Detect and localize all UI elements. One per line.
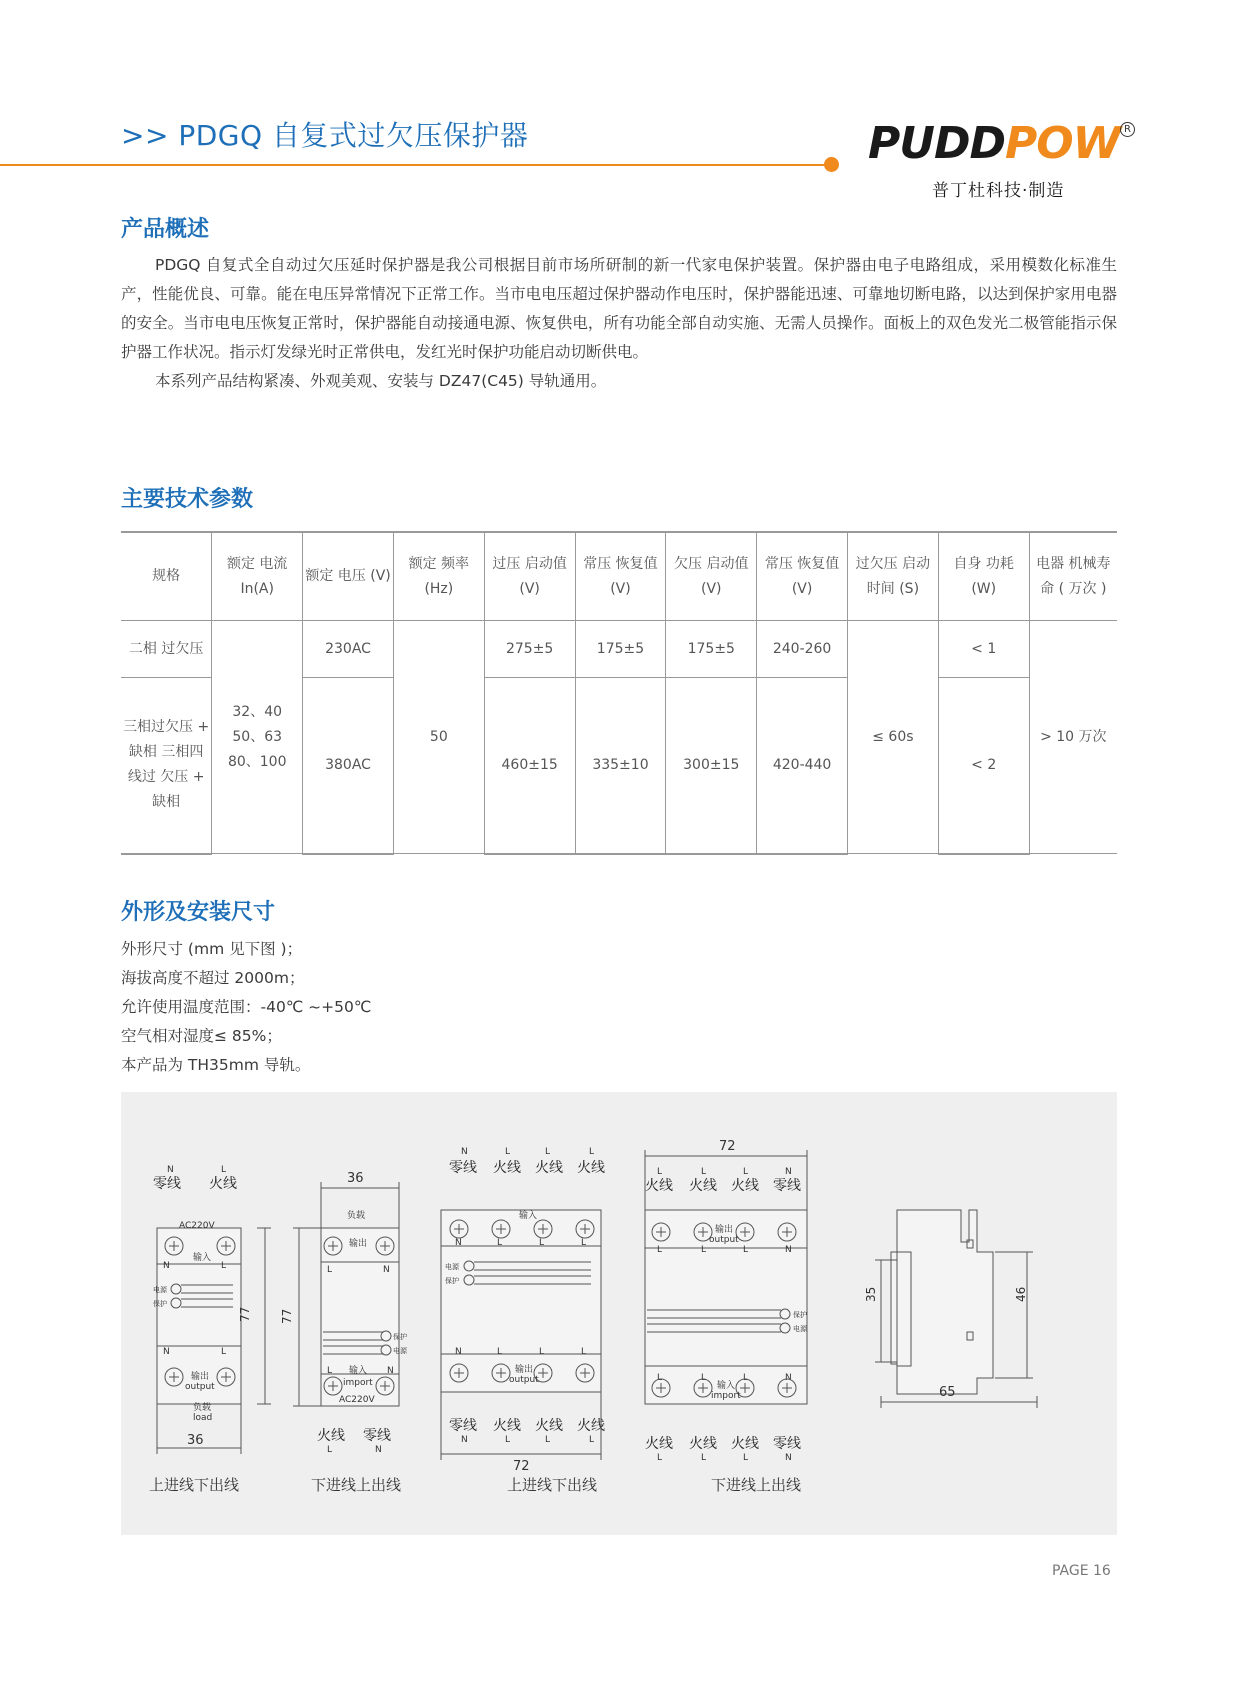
- spec-cell-frequency: 50: [393, 621, 484, 854]
- svg-text:N: N: [785, 1373, 792, 1383]
- svg-text:36: 36: [347, 1171, 364, 1186]
- spec-header-cell: 额定 频率 (Hz): [393, 532, 484, 621]
- svg-text:输出: 输出: [715, 1225, 734, 1235]
- diagram-1: [149, 1165, 271, 1494]
- svg-text:L: L: [657, 1453, 663, 1463]
- svg-text:import: import: [711, 1391, 741, 1401]
- svg-text:N: N: [785, 1245, 792, 1255]
- spec-header-cell: 额定 电压 (V): [303, 532, 394, 621]
- specs-heading: 主要技术参数: [121, 487, 254, 512]
- brand-logo-part-a: PUDD: [868, 118, 1006, 169]
- spec-header-cell: 自身 功耗 (W): [938, 532, 1029, 621]
- svg-text:AC220V: AC220V: [179, 1221, 215, 1231]
- svg-text:保护: 保护: [153, 1300, 167, 1308]
- spec-cell: 175±5: [575, 621, 666, 678]
- svg-text:L: L: [327, 1366, 333, 1376]
- brand-logo-part-b: POW: [1005, 118, 1121, 169]
- svg-text:火线: 火线: [731, 1436, 759, 1452]
- svg-text:import: import: [343, 1378, 373, 1388]
- diagram-2: [280, 1171, 408, 1494]
- svg-text:N: N: [383, 1265, 390, 1275]
- svg-text:火线: 火线: [577, 1160, 605, 1176]
- dimension-diagram-panel: [121, 1092, 1117, 1535]
- svg-text:输入: 输入: [519, 1211, 538, 1221]
- svg-text:火线: 火线: [689, 1178, 717, 1194]
- spec-cell: 335±10: [575, 678, 666, 854]
- svg-text:零线: 零线: [153, 1176, 181, 1192]
- page-number: PAGE 16: [1052, 1563, 1111, 1579]
- spec-header-cell: 欠压 启动值 (V): [666, 532, 757, 621]
- svg-text:火线: 火线: [535, 1160, 563, 1176]
- svg-text:L: L: [701, 1167, 707, 1177]
- svg-text:输入: 输入: [717, 1381, 736, 1391]
- svg-text:保护: 保护: [445, 1277, 459, 1285]
- caption-1: 上进线下出线: [149, 1476, 240, 1494]
- svg-text:输出: 输出: [515, 1365, 534, 1375]
- dimension-line: 外形尺寸 (mm 见下图 )；: [121, 940, 303, 958]
- registered-mark-icon: R: [1120, 122, 1135, 137]
- svg-text:N: N: [455, 1238, 462, 1248]
- spec-cell: 275±5: [484, 621, 575, 678]
- svg-text:L: L: [221, 1165, 227, 1175]
- svg-text:N: N: [375, 1445, 382, 1455]
- svg-text:火线: 火线: [689, 1436, 717, 1452]
- svg-text:36: 36: [187, 1433, 204, 1448]
- spec-cell: 三相过欠压 + 缺相 三相四线过 欠压 + 缺相: [121, 678, 212, 854]
- diagram-side-view: [864, 1210, 1037, 1408]
- svg-text:L: L: [581, 1238, 587, 1248]
- overview-paragraph-2: 本系列产品结构紧凑、外观美观、安装与 DZ47(C45) 导轨通用。: [155, 372, 607, 390]
- svg-text:46: 46: [1014, 1286, 1028, 1302]
- svg-text:火线: 火线: [209, 1176, 237, 1192]
- svg-text:AC220V: AC220V: [339, 1395, 375, 1405]
- dimension-line: 本产品为 TH35mm 导轨。: [121, 1056, 311, 1074]
- caption-3: 上进线下出线: [507, 1476, 598, 1494]
- spec-cell: 175±5: [666, 621, 757, 678]
- svg-text:N: N: [785, 1453, 792, 1463]
- svg-text:N: N: [163, 1261, 170, 1271]
- svg-text:电源: 电源: [793, 1325, 807, 1333]
- spec-cell: 380AC: [303, 678, 394, 854]
- svg-text:火线: 火线: [493, 1160, 521, 1176]
- spec-cell: 二相 过欠压: [121, 621, 212, 678]
- svg-text:火线: 火线: [317, 1428, 345, 1444]
- svg-text:L: L: [545, 1435, 551, 1445]
- svg-text:L: L: [505, 1435, 511, 1445]
- svg-text:N: N: [163, 1347, 170, 1357]
- diagram-4: [645, 1139, 808, 1494]
- svg-text:火线: 火线: [577, 1418, 605, 1434]
- svg-text:35: 35: [864, 1286, 878, 1302]
- header-rule-dot: [824, 157, 839, 172]
- spec-cell: < 2: [938, 678, 1029, 854]
- svg-text:N: N: [461, 1147, 468, 1157]
- dimensions-list: [121, 935, 371, 1080]
- svg-text:输入: 输入: [349, 1366, 368, 1376]
- svg-text:L: L: [701, 1373, 707, 1383]
- svg-text:N: N: [167, 1165, 174, 1175]
- svg-text:L: L: [505, 1147, 511, 1157]
- brand-tagline: 普丁杜科技·制造: [932, 181, 1065, 201]
- svg-text:输入: 输入: [193, 1253, 212, 1263]
- svg-text:N: N: [455, 1347, 462, 1357]
- svg-text:火线: 火线: [645, 1436, 673, 1452]
- page-title: >> PDGQ 自复式过欠压保护器: [121, 119, 529, 152]
- dimensions-heading: 外形及安装尺寸: [121, 900, 276, 925]
- svg-text:负载: 负载: [193, 1403, 212, 1413]
- svg-text:N: N: [785, 1167, 792, 1177]
- svg-text:L: L: [589, 1435, 595, 1445]
- svg-text:火线: 火线: [493, 1418, 521, 1434]
- svg-text:output: output: [185, 1382, 215, 1392]
- svg-text:L: L: [497, 1347, 503, 1357]
- svg-text:L: L: [221, 1261, 227, 1271]
- svg-text:L: L: [657, 1245, 663, 1255]
- spec-cell: 230AC: [303, 621, 394, 678]
- svg-text:电源: 电源: [153, 1286, 167, 1294]
- spec-cell-current: 32、40 50、63 80、100: [212, 621, 303, 854]
- svg-text:零线: 零线: [773, 1178, 801, 1194]
- svg-text:L: L: [701, 1245, 707, 1255]
- spec-header-cell: 过欠压 启动 时间 (S): [848, 532, 939, 621]
- svg-text:零线: 零线: [449, 1160, 477, 1176]
- svg-text:负载: 负载: [347, 1211, 366, 1221]
- spec-cell: 240-260: [757, 621, 848, 678]
- svg-text:L: L: [701, 1453, 707, 1463]
- svg-text:保护: 保护: [393, 1333, 407, 1341]
- svg-text:零线: 零线: [449, 1418, 477, 1434]
- svg-text:电源: 电源: [445, 1263, 459, 1271]
- svg-text:零线: 零线: [773, 1436, 801, 1452]
- spec-header-cell: 常压 恢复值 (V): [757, 532, 848, 621]
- wiring-diagrams: [121, 1092, 1117, 1535]
- svg-text:65: 65: [939, 1385, 956, 1400]
- svg-text:N: N: [461, 1435, 468, 1445]
- svg-text:L: L: [539, 1238, 545, 1248]
- caption-2: 下进线上出线: [311, 1476, 402, 1494]
- table-row: [121, 621, 1117, 678]
- dimension-line: 海拔高度不超过 2000m；: [121, 969, 305, 987]
- svg-text:77: 77: [280, 1308, 294, 1324]
- svg-text:保护: 保护: [793, 1311, 807, 1319]
- header-rule: [0, 164, 830, 166]
- caption-4: 下进线上出线: [711, 1476, 802, 1494]
- svg-text:L: L: [657, 1167, 663, 1177]
- svg-text:L: L: [743, 1245, 749, 1255]
- dimension-line: 空气相对湿度≤ 85%；: [121, 1027, 282, 1045]
- svg-text:火线: 火线: [645, 1178, 673, 1194]
- svg-text:L: L: [539, 1347, 545, 1357]
- svg-text:72: 72: [719, 1139, 736, 1154]
- svg-text:load: load: [193, 1413, 213, 1423]
- svg-text:L: L: [581, 1347, 587, 1357]
- svg-text:L: L: [743, 1167, 749, 1177]
- svg-text:输出: 输出: [349, 1239, 368, 1249]
- overview-text: [121, 251, 1117, 396]
- svg-text:L: L: [589, 1147, 595, 1157]
- svg-text:L: L: [497, 1238, 503, 1248]
- spec-cell-life: > 10 万次: [1029, 621, 1117, 854]
- svg-text:77: 77: [238, 1306, 252, 1322]
- svg-text:L: L: [327, 1265, 333, 1275]
- overview-heading: 产品概述: [121, 217, 210, 242]
- svg-text:L: L: [657, 1373, 663, 1383]
- spec-cell: 300±15: [666, 678, 757, 854]
- svg-text:L: L: [327, 1445, 333, 1455]
- svg-text:output: output: [509, 1375, 539, 1385]
- spec-cell: 460±15: [484, 678, 575, 854]
- dimension-line: 允许使用温度范围：-40℃ ~+50℃: [121, 998, 372, 1016]
- overview-paragraph-1: PDGQ 自复式全自动过欠压延时保护器是我公司根据目前市场所研制的新一代家电保护装置。保护器由电子电路组成，采用模数化标准生产，性能优良、可靠。能在电压异常情况下正常工作。当市电电压超过保护器动作电压时，保护器能迅速、可靠地切断电路，以达到保护家用电器的安全。当市电电压恢复正常时，保护器能自动接通电源、恢复供电，所有功能全部自动实施、无需人员操作。面板上的双色发光二极管能指示保护器工作状况。指示灯发绿光时正常供电，发红光时保护功能启动切断供电。: [121, 256, 1117, 361]
- spec-header-row: [121, 532, 1117, 621]
- spec-header-cell: 额定 电流 In(A): [212, 532, 303, 621]
- brand-logo: [868, 118, 1120, 169]
- diagram-3: [441, 1147, 605, 1494]
- svg-text:电源: 电源: [393, 1347, 407, 1355]
- svg-text:N: N: [387, 1366, 394, 1376]
- spec-cell-time: ≤ 60s: [848, 621, 939, 854]
- svg-text:零线: 零线: [363, 1428, 391, 1444]
- svg-text:72: 72: [513, 1459, 530, 1474]
- svg-text:L: L: [545, 1147, 551, 1157]
- spec-header-cell: 电器 机械寿命 ( 万次 ): [1029, 532, 1117, 621]
- spec-cell: 420-440: [757, 678, 848, 854]
- svg-text:L: L: [743, 1453, 749, 1463]
- svg-text:火线: 火线: [535, 1418, 563, 1434]
- spec-header-cell: 过压 启动值 (V): [484, 532, 575, 621]
- spec-cell: < 1: [938, 621, 1029, 678]
- spec-header-cell: 常压 恢复值 (V): [575, 532, 666, 621]
- svg-text:L: L: [743, 1373, 749, 1383]
- spec-header-cell: 规格: [121, 532, 212, 621]
- svg-text:L: L: [221, 1347, 227, 1357]
- svg-text:输出: 输出: [191, 1372, 210, 1382]
- svg-text:output: output: [709, 1235, 739, 1245]
- svg-text:火线: 火线: [731, 1178, 759, 1194]
- spec-table: [121, 531, 1117, 855]
